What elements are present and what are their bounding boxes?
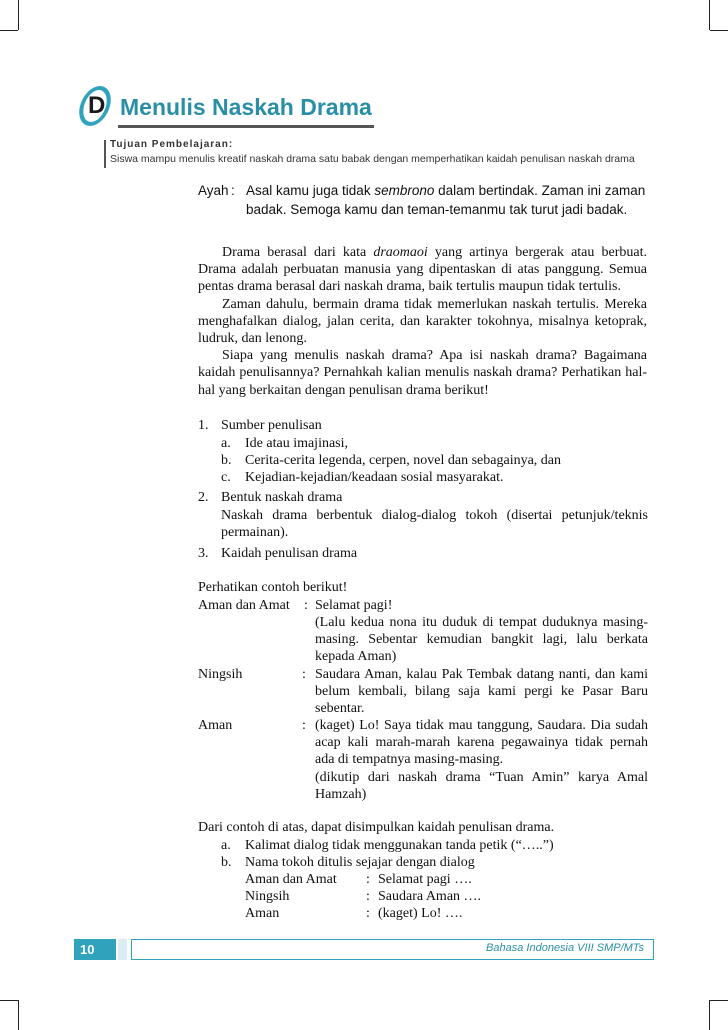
paragraph-1: Drama berasal dari kata draomaoi yang artinya bergerak atau berbuat. Drama adalah perbuatan manusia yang dipentaskan di atas panggung. Semua pentas drama berasal dari naskah drama, baik tertulis maupun tidak tertulis. bbox=[198, 245, 647, 295]
list-item-3-number: 3. bbox=[198, 546, 209, 561]
crop-mark bbox=[709, 1000, 710, 1030]
example-row-2-text: Saudara Aman …. bbox=[378, 889, 482, 904]
ayah-line-1: Asal kamu juga tidak sembrono dalam bertindak. Zaman ini zaman bbox=[246, 183, 646, 198]
conclusion-b-letter: b. bbox=[221, 855, 232, 870]
list-item-2-text: Naskah drama berbentuk dialog-dialog tokoh (disertai petunjuk/teknis permainan). bbox=[221, 508, 648, 541]
sub-a-text: Ide atau imajinasi, bbox=[245, 436, 349, 451]
dialog-2-speaker: Ningsih bbox=[198, 667, 243, 682]
section-title-rule bbox=[118, 125, 374, 128]
conclusion-intro: Dari contoh di atas, dapat disimpulkan kaidah penulisan drama. bbox=[198, 820, 555, 835]
example-row-3-text: (kaget) Lo! …. bbox=[378, 906, 463, 921]
sub-c-letter: c. bbox=[221, 470, 231, 485]
body-paragraphs bbox=[198, 244, 647, 399]
dialog-3-colon: : bbox=[302, 718, 306, 733]
example-row-1-name: Aman dan Amat bbox=[245, 872, 337, 887]
example-row-1-colon: : bbox=[366, 872, 370, 887]
example-row-1-text: Selamat pagi …. bbox=[378, 872, 472, 887]
page-number: 10 bbox=[74, 939, 116, 960]
footer-marker bbox=[118, 939, 127, 960]
sub-a-letter: a. bbox=[221, 436, 231, 451]
ayah-line-2: badak. Semoga kamu dan teman-temanmu tak turut jadi badak. bbox=[246, 202, 628, 217]
example-intro: Perhatikan contoh berikut! bbox=[198, 580, 348, 595]
dialog-1-colon: : bbox=[304, 598, 308, 613]
ayah-speaker: Ayah bbox=[198, 183, 229, 198]
conclusion-a-letter: a. bbox=[221, 838, 231, 853]
objective-label: Tujuan Pembelajaran: bbox=[110, 139, 234, 150]
dialog-1-speaker: Aman dan Amat bbox=[198, 598, 290, 613]
example-row-2-colon: : bbox=[366, 889, 370, 904]
crop-mark bbox=[0, 30, 18, 31]
list-item-3-label: Kaidah penulisan drama bbox=[221, 546, 358, 561]
crop-mark bbox=[0, 1000, 18, 1001]
example-row-3-colon: : bbox=[366, 906, 370, 921]
crop-mark bbox=[710, 1000, 728, 1001]
paragraph-2: Zaman dahulu, bermain drama tidak memerlukan naskah tertulis. Mereka menghafalkan dialog, jalan cerita, dan karakter tokohnya, misalnya ketoprak, ludruk, dan lenong. bbox=[198, 296, 647, 347]
list-item-2-label: Bentuk naskah drama bbox=[221, 490, 343, 505]
list-item-1-label: Sumber penulisan bbox=[221, 418, 322, 433]
dialog-3-text: (kaget) Lo! Saya tidak mau tanggung, Saudara. Dia sudah acap kali marah-marah karena pegawainya tidak pernah ada di tempatnya masing-masing. bbox=[315, 718, 648, 768]
section-letter: D bbox=[88, 92, 106, 119]
conclusion-a-text: Kalimat dialog tidak menggunakan tanda petik (“…..”) bbox=[245, 838, 554, 853]
dialog-2-colon: : bbox=[302, 667, 306, 682]
sub-b-letter: b. bbox=[221, 453, 232, 468]
ayah-colon: : bbox=[231, 183, 235, 198]
crop-mark bbox=[710, 30, 728, 31]
dialog-2-text: Saudara Aman, kalau Pak Tembak datang nanti, dan kami belum kembali, bilang saja kami pergi ke Pasar Baru sebentar. bbox=[315, 667, 648, 717]
conclusion-b-text: Nama tokoh ditulis sejajar dengan dialog bbox=[245, 855, 475, 870]
example-row-2-name: Ningsih bbox=[245, 889, 290, 904]
section-title: Menulis Naskah Drama bbox=[120, 94, 372, 120]
example-row-3-name: Aman bbox=[245, 906, 280, 921]
sub-b-text: Cerita-cerita legenda, cerpen, novel dan sebagainya, dan bbox=[245, 453, 562, 468]
dialog-1-note: (Lalu kedua nona itu duduk di tempat duduknya masing-masing. Sebentar kemudian bangkit lagi, lalu berkata kepada Aman) bbox=[315, 615, 648, 665]
list-item-1-number: 1. bbox=[198, 418, 209, 433]
paragraph-3: Siapa yang menulis naskah drama? Apa isi naskah drama? Bagaimana kaidah penulisannya? Pernahkah kalian menulis naskah drama? Perhatikan hal-hal yang berkaitan dengan penulisan drama berikut! bbox=[198, 348, 647, 398]
crop-mark bbox=[18, 0, 19, 30]
objective-text: Siswa mampu menulis kreatif naskah drama satu babak dengan memperhatikan kaidah penulisan naskah drama bbox=[110, 153, 635, 165]
book-title: Bahasa Indonesia VIII SMP/MTs bbox=[486, 942, 644, 954]
dialog-source: (dikutip dari naskah drama “Tuan Amin” karya Amal Hamzah) bbox=[315, 770, 648, 803]
sub-c-text: Kejadian-kejadian/keadaan sosial masyarakat. bbox=[245, 470, 504, 485]
crop-mark bbox=[18, 1000, 19, 1030]
list-item-2-number: 2. bbox=[198, 490, 209, 505]
dialog-1-text: Selamat pagi! bbox=[315, 598, 393, 613]
crop-mark bbox=[709, 0, 710, 30]
dialog-3-speaker: Aman bbox=[198, 718, 233, 733]
